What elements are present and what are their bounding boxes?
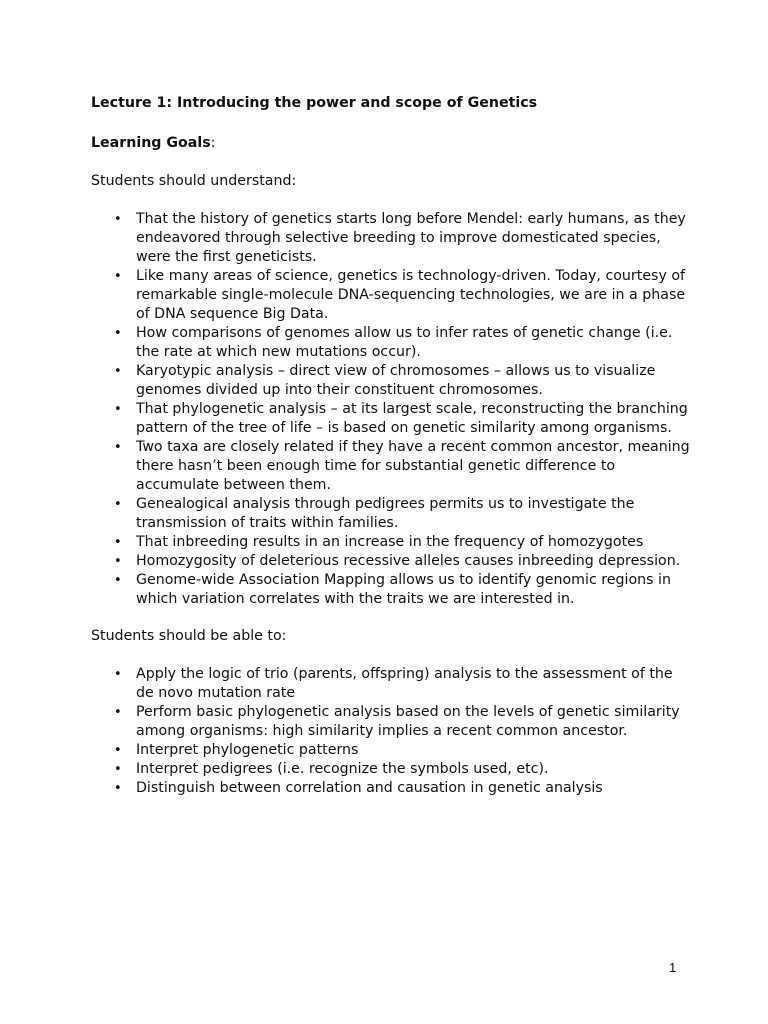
list-item (91, 362, 691, 400)
bullet-icon: • (114, 781, 122, 796)
list-item-text: Karyotypic analysis – direct view of chromosomes – allows us to visualize genomes divided up into their constituent chromosomes. (136, 363, 656, 398)
list-item-text: That the history of genetics starts long before Mendel: early humans, as they endeavored through selective breeding to improve domesticated species, were the first geneticists. (136, 211, 686, 265)
bullet-icon: • (114, 535, 122, 550)
list-item (91, 552, 691, 571)
list-item (91, 438, 691, 495)
list-item-text: Apply the logic of trio (parents, offspring) analysis to the assessment of the de novo mutation rate (136, 666, 673, 701)
list-item-text: How comparisons of genomes allow us to infer rates of genetic change (i.e. the rate at which new mutations occur). (136, 325, 673, 360)
lecture-title: Lecture 1: Introducing the power and scope of Genetics (91, 95, 538, 111)
list-item (91, 571, 691, 609)
understand-list (91, 210, 691, 609)
list-item (91, 533, 691, 552)
list-item (91, 267, 691, 324)
list-item-text: Distinguish between correlation and causation in genetic analysis (136, 780, 603, 796)
list-item (91, 703, 691, 741)
list-item-text: Genealogical analysis through pedigrees permits us to investigate the transmission of traits within families. (136, 496, 635, 531)
list-item-text: That inbreeding results in an increase in the frequency of homozygotes (136, 534, 644, 550)
bullet-icon: • (114, 269, 122, 284)
list-item-text: Two taxa are closely related if they have a recent common ancestor, meaning there hasn’t been enough time for substantial genetic difference to accumulate between them. (136, 439, 690, 493)
list-item-text: Genome-wide Association Mapping allows us to identify genomic regions in which variation correlates with the traits we are interested in. (136, 572, 671, 607)
bullet-icon: • (114, 705, 122, 720)
able-intro: Students should be able to: (91, 628, 287, 644)
list-item-text: Homozygosity of deleterious recessive alleles causes inbreeding depression. (136, 553, 681, 569)
understand-intro: Students should understand: (91, 173, 297, 189)
list-item (91, 779, 691, 798)
bullet-icon: • (114, 440, 122, 455)
learning-goals-label: Learning Goals (91, 135, 211, 151)
list-item-text: Interpret pedigrees (i.e. recognize the symbols used, etc). (136, 761, 549, 777)
list-item (91, 210, 691, 267)
list-item-text: Interpret phylogenetic patterns (136, 742, 359, 758)
list-item (91, 665, 691, 703)
bullet-icon: • (114, 743, 122, 758)
list-item-text: Like many areas of science, genetics is technology-driven. Today, courtesy of remarkable single-molecule DNA-sequencing technologies, we are in a phase of DNA sequence Big Data. (136, 268, 686, 322)
page-number: 1 (669, 960, 677, 975)
list-item (91, 760, 691, 779)
bullet-icon: • (114, 497, 122, 512)
list-item-text: That phylogenetic analysis – at its largest scale, reconstructing the branching pattern of the tree of life – is based on genetic similarity among organisms. (136, 401, 688, 436)
list-item-text: Perform basic phylogenetic analysis based on the levels of genetic similarity among organisms: high similarity implies a recent common ancestor. (136, 704, 680, 739)
list-item (91, 495, 691, 533)
list-item (91, 741, 691, 760)
able-list (91, 665, 691, 798)
bullet-icon: • (114, 554, 122, 569)
list-item (91, 400, 691, 438)
document-content (91, 94, 691, 798)
bullet-icon: • (114, 364, 122, 379)
learning-goals-colon: : (210, 135, 216, 151)
bullet-icon: • (114, 573, 122, 588)
bullet-icon: • (114, 402, 122, 417)
bullet-icon: • (114, 212, 122, 227)
bullet-icon: • (114, 667, 122, 682)
bullet-icon: • (114, 326, 122, 341)
learning-goals-heading (91, 134, 691, 153)
bullet-icon: • (114, 762, 122, 777)
list-item (91, 324, 691, 362)
